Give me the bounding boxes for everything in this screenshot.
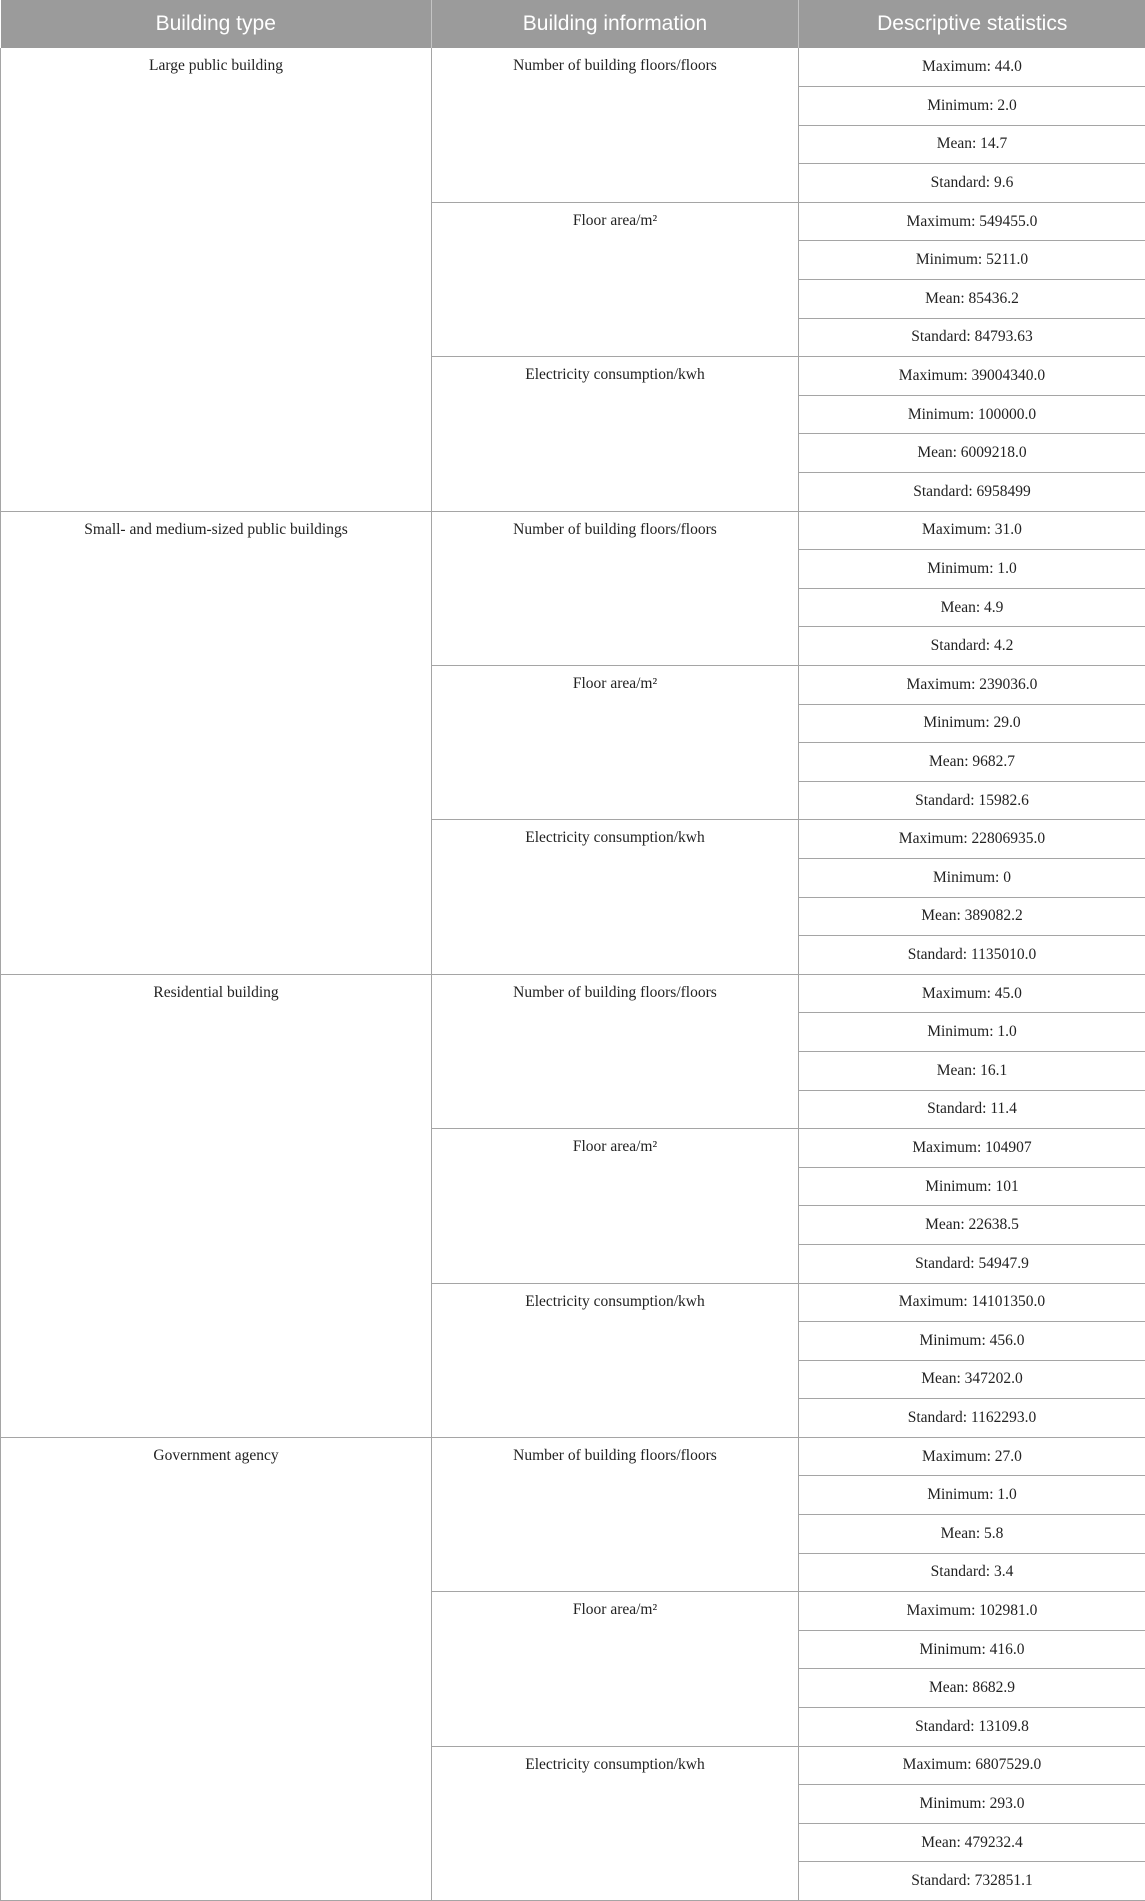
header-building-type: Building type (1, 0, 432, 48)
statistic-cell: Standard: 54947.9 (799, 1244, 1145, 1283)
statistic-cell: Standard: 1162293.0 (799, 1399, 1145, 1438)
building-information-cell: Electricity consumption/kwh (432, 1283, 799, 1437)
statistic-cell: Mean: 85436.2 (799, 280, 1145, 319)
table-body (1, 48, 1145, 1901)
building-information-cell: Floor area/m² (432, 202, 799, 356)
statistic-cell: Maximum: 39004340.0 (799, 357, 1145, 396)
header-descriptive-statistics: Descriptive statistics (799, 0, 1145, 48)
building-information-cell: Number of building floors/floors (432, 974, 799, 1128)
statistic-cell: Standard: 6958499 (799, 473, 1145, 512)
statistic-cell: Minimum: 101 (799, 1167, 1145, 1206)
statistic-cell: Standard: 732851.1 (799, 1862, 1145, 1901)
table-header (1, 0, 1145, 48)
table-row (1, 1437, 1145, 1476)
statistic-cell: Maximum: 239036.0 (799, 666, 1145, 705)
building-information-cell: Electricity consumption/kwh (432, 357, 799, 511)
statistic-cell: Mean: 4.9 (799, 588, 1145, 627)
statistic-cell: Mean: 9682.7 (799, 743, 1145, 782)
building-information-cell: Floor area/m² (432, 1129, 799, 1283)
header-row (1, 0, 1145, 48)
statistic-cell: Maximum: 31.0 (799, 511, 1145, 550)
statistic-cell: Standard: 13109.8 (799, 1708, 1145, 1747)
statistic-cell: Standard: 4.2 (799, 627, 1145, 666)
table-row (1, 48, 1145, 87)
building-information-cell: Number of building floors/floors (432, 1437, 799, 1591)
building-information-cell: Floor area/m² (432, 666, 799, 820)
statistic-cell: Mean: 6009218.0 (799, 434, 1145, 473)
statistic-cell: Standard: 11.4 (799, 1090, 1145, 1129)
statistic-cell: Maximum: 44.0 (799, 48, 1145, 87)
statistic-cell: Maximum: 6807529.0 (799, 1746, 1145, 1785)
statistic-cell: Standard: 3.4 (799, 1553, 1145, 1592)
statistic-cell: Minimum: 293.0 (799, 1785, 1145, 1824)
statistic-cell: Maximum: 14101350.0 (799, 1283, 1145, 1322)
statistic-cell: Standard: 84793.63 (799, 318, 1145, 357)
statistic-cell: Standard: 9.6 (799, 164, 1145, 203)
building-information-cell: Electricity consumption/kwh (432, 820, 799, 974)
statistic-cell: Mean: 389082.2 (799, 897, 1145, 936)
statistic-cell: Standard: 15982.6 (799, 781, 1145, 820)
statistic-cell: Maximum: 104907 (799, 1129, 1145, 1168)
statistic-cell: Minimum: 0 (799, 858, 1145, 897)
building-type-cell: Residential building (1, 974, 432, 1437)
building-information-cell: Number of building floors/floors (432, 511, 799, 665)
statistic-cell: Mean: 479232.4 (799, 1823, 1145, 1862)
statistic-cell: Mean: 5.8 (799, 1515, 1145, 1554)
building-information-cell: Electricity consumption/kwh (432, 1746, 799, 1900)
table-row (1, 974, 1145, 1013)
statistic-cell: Maximum: 22806935.0 (799, 820, 1145, 859)
statistic-cell: Minimum: 1.0 (799, 1476, 1145, 1515)
statistic-cell: Mean: 347202.0 (799, 1360, 1145, 1399)
statistic-cell: Mean: 22638.5 (799, 1206, 1145, 1245)
statistic-cell: Minimum: 456.0 (799, 1322, 1145, 1361)
building-type-cell: Small- and medium-sized public buildings (1, 511, 432, 974)
statistic-cell: Minimum: 416.0 (799, 1630, 1145, 1669)
statistic-cell: Minimum: 1.0 (799, 550, 1145, 589)
building-type-cell: Large public building (1, 48, 432, 511)
building-information-cell: Number of building floors/floors (432, 48, 799, 202)
statistic-cell: Maximum: 549455.0 (799, 202, 1145, 241)
statistic-cell: Maximum: 27.0 (799, 1437, 1145, 1476)
statistic-cell: Minimum: 2.0 (799, 87, 1145, 126)
statistic-cell: Minimum: 29.0 (799, 704, 1145, 743)
statistic-cell: Maximum: 102981.0 (799, 1592, 1145, 1631)
statistic-cell: Minimum: 5211.0 (799, 241, 1145, 280)
building-type-cell: Government agency (1, 1437, 432, 1900)
statistic-cell: Minimum: 1.0 (799, 1013, 1145, 1052)
building-information-cell: Floor area/m² (432, 1592, 799, 1746)
statistic-cell: Mean: 16.1 (799, 1051, 1145, 1090)
statistic-cell: Standard: 1135010.0 (799, 936, 1145, 975)
statistic-cell: Maximum: 45.0 (799, 974, 1145, 1013)
statistic-cell: Minimum: 100000.0 (799, 395, 1145, 434)
header-building-information: Building information (432, 0, 799, 48)
statistic-cell: Mean: 14.7 (799, 125, 1145, 164)
statistic-cell: Mean: 8682.9 (799, 1669, 1145, 1708)
table-row (1, 511, 1145, 550)
